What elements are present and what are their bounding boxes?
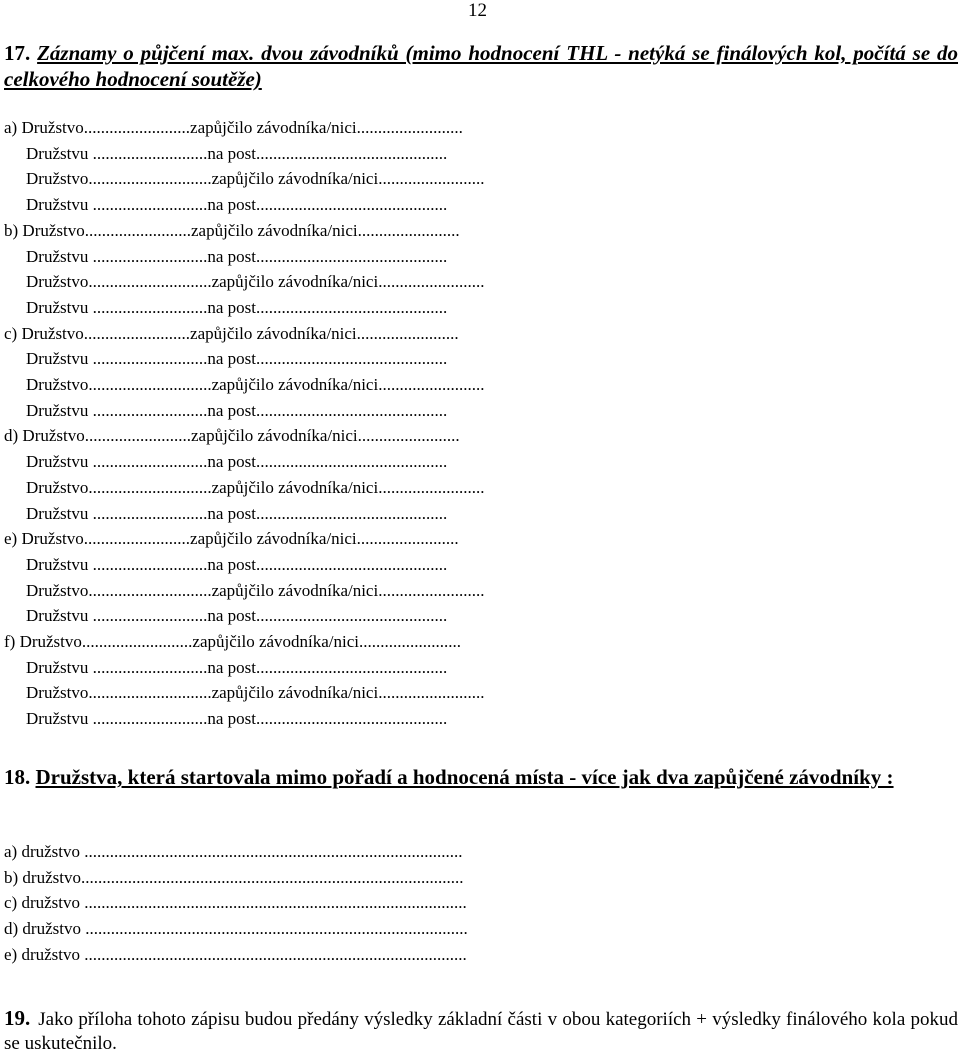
section-17-heading (4, 40, 958, 92)
loan-line: Družstvu ...........................na post............................................. (26, 606, 448, 626)
loan-line: Družstvo.............................zapůjčilo závodníka/nici......................... (26, 169, 485, 189)
team-line: c) družstvo .......................................................................................... (4, 893, 467, 913)
page-number: 12 (468, 0, 487, 21)
section-17-title: Záznamy o půjčení max. dvou závodníků (mimo hodnocení THL - netýká se finálových kol, počítá se do celkového hodnocení soutěže) (4, 41, 959, 91)
loan-line: Družstvu ...........................na post............................................. (26, 246, 448, 266)
section-18-title: Družstva, která startovala mimo pořadí a hodnocená místa - více jak dva zapůjčené závodníky : (35, 765, 894, 789)
loan-line: a) Družstvo.........................zapůjčilo závodníka/nici......................... (4, 118, 463, 137)
team-line: a) družstvo ......................................................................................... (4, 842, 463, 861)
loan-line: Družstvu ...........................na post............................................. (26, 195, 448, 215)
section-19-paragraph (4, 1006, 958, 1056)
loan-line: b) Družstvo.........................zapůjčilo závodníka/nici........................ (4, 220, 460, 240)
section-18-team-list (4, 839, 904, 968)
team-line: d) družstvo .......................................................................................... (4, 919, 468, 939)
loan-line: Družstvo.............................zapůjčilo závodníka/nici......................... (26, 272, 485, 292)
loan-line: Družstvu ...........................na post............................................. (26, 709, 448, 729)
team-line: e) družstvo .......................................................................................... (4, 944, 467, 964)
loan-line: Družstvu ...........................na post............................................. (26, 503, 448, 523)
loan-line: Družstvu ...........................na post............................................. (26, 143, 448, 163)
loan-line: c) Družstvo.........................zapůjčilo závodníka/nici........................ (4, 323, 459, 343)
section-18-heading (4, 764, 958, 790)
loan-line: Družstvo.............................zapůjčilo závodníka/nici......................... (26, 580, 485, 600)
loan-line: Družstvu ...........................na post............................................. (26, 554, 448, 574)
loan-line: Družstvu ...........................na post............................................. (26, 452, 448, 472)
loan-line: Družstvo.............................zapůjčilo závodníka/nici......................... (26, 375, 485, 395)
loan-line: e) Družstvo.........................zapůjčilo závodníka/nici........................ (4, 529, 459, 549)
section-19-number: 19. (4, 1006, 31, 1030)
loan-line: Družstvu ...........................na post............................................. (26, 657, 448, 677)
loan-line: f) Družstvo..........................zapůjčilo závodníka/nici........................ (4, 632, 462, 652)
loan-line: Družstvu ...........................na post............................................. (26, 297, 448, 317)
team-line: b) družstvo.......................................................................................... (4, 867, 464, 887)
section-17-number: 17. (4, 41, 31, 65)
section-18-number: 18. (4, 765, 31, 789)
loan-line: Družstvo.............................zapůjčilo závodníka/nici......................... (26, 477, 485, 497)
loan-line: Družstvu ...........................na post............................................. (26, 349, 448, 369)
section-19-text: Jako příloha tohoto zápisu budou předány výsledky základní části v obou kategoriích + výsledky finálového kola pokud se uskutečnilo. (4, 1009, 958, 1054)
loan-line: Družstvo.............................zapůjčilo závodníka/nici......................... (26, 683, 485, 703)
loan-line: Družstvu ...........................na post............................................. (26, 400, 448, 420)
section-17-loan-list (4, 115, 904, 732)
loan-line: d) Družstvo.........................zapůjčilo závodníka/nici........................ (4, 426, 460, 446)
